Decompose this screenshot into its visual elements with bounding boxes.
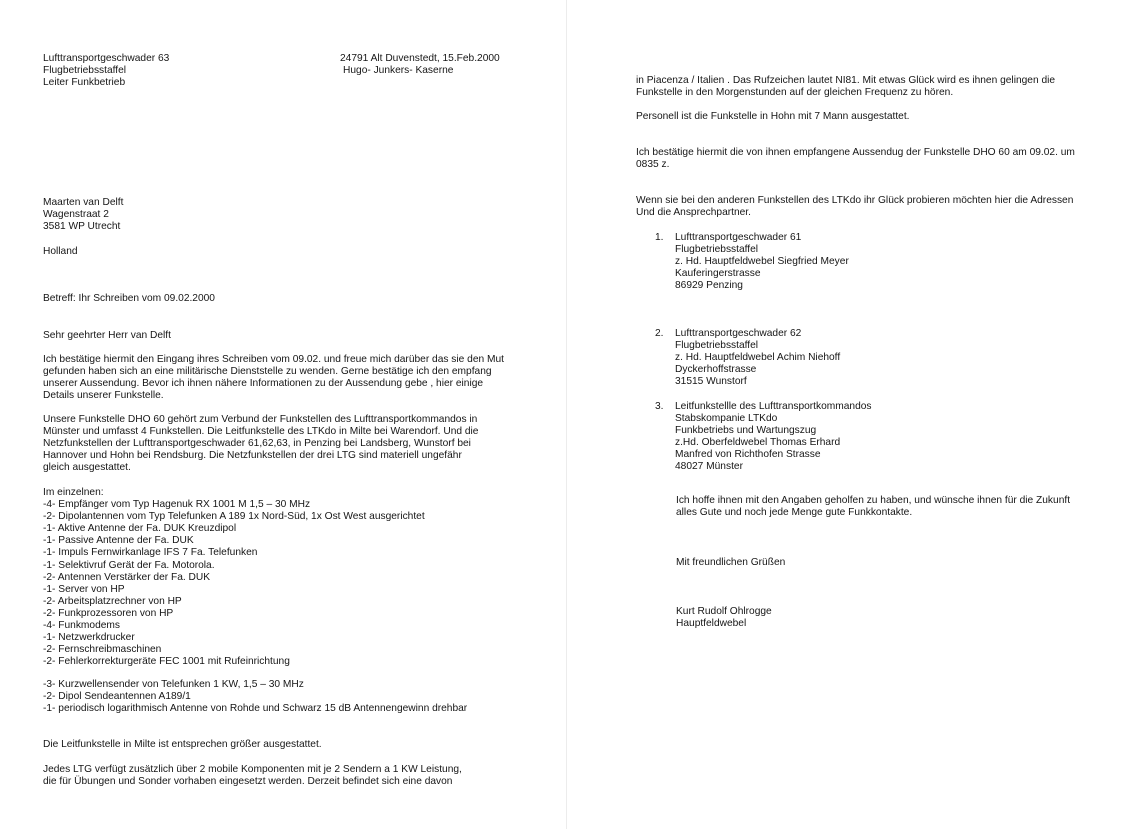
paragraph-milte: Die Leitfunkstelle in Milte ist entsprechen größer ausgestattet.: [43, 739, 322, 750]
text-line: Netzfunkstellen der Lufttransportgeschwader 61,62,63, in Penzing bei Landsberg, Wunstorf bei: [43, 438, 471, 450]
paragraph-station: [43, 414, 478, 474]
address-line: z. Hd. Hauptfeldwebel Achim Niehoff: [675, 352, 841, 364]
sender-line: Leiter Funkbetrieb: [43, 77, 126, 89]
place-date-line: 24791 Alt Duvenstedt, 15.Feb.2000: [340, 53, 500, 64]
text-line: Ich bestätige hiermit den Eingang ihres Schreiben vom 09.02. und freue mich darüber das sie den Mut: [43, 354, 504, 365]
address-line: Flugbetriebsstaffel: [675, 244, 759, 256]
text-line: Münster und umfasst 4 Funkstellen. Die Leitfunkstelle des LTKdo in Milte bei Warendorf. Und die: [43, 426, 479, 438]
list-item: -2- Fehlerkorrekturgeräte FEC 1001 mit Rufeinrichtung: [43, 656, 290, 668]
list-item: -1- Selektivruf Gerät der Fa. Motorola.: [43, 559, 215, 571]
address-line: 48027 Münster: [675, 461, 743, 473]
address-3: [655, 401, 872, 474]
list-item: -2- Arbeitsplatzrechner von HP: [43, 595, 182, 607]
address-line: Leitfunkstellle des Lufttransportkommandos: [675, 401, 872, 412]
address-line: Manfred von Richthofen Strasse: [675, 449, 821, 461]
signature-rank: Hauptfeldwebel: [676, 618, 747, 630]
list-item: -1- Netzwerkdrucker: [43, 632, 135, 644]
list-number: 3.: [655, 401, 664, 412]
list-item: -3- Kurzwellensender von Telefunken 1 KW, 1,5 – 30 MHz: [43, 679, 304, 690]
text-line: Funkstelle in den Morgenstunden auf der gleichen Frequenz zu hören.: [636, 87, 954, 99]
address-1: [655, 232, 849, 292]
closing-paragraph: [676, 495, 1070, 519]
list-item: -2- Funkprozessoren von HP: [43, 607, 174, 619]
recipient-line: Maarten van Delft: [43, 197, 124, 208]
list-item: -2- Dipol Sendeantennen A189/1: [43, 691, 191, 703]
text-line: gefunden haben sich an eine militärische Dienststelle zu wenden. Gerne bestätige ich den empfang: [43, 366, 492, 378]
address-line: Lufttransportgeschwader 61: [675, 232, 802, 243]
text-line: Hannover und Hohn bei Rendsburg. Die Netzfunkstellen der drei LTG sind materiell ungefähr: [43, 450, 462, 462]
list-item: -1- Impuls Fernwirkanlage IFS 7 Fa. Telefunken: [43, 547, 258, 559]
paragraph-personnel: Personell ist die Funkstelle in Hohn mit 7 Mann ausgestattet.: [636, 111, 910, 122]
text-line: alles Gute und noch jede Menge gute Funkkontakte.: [676, 507, 913, 519]
subject-line: Betreff: Ihr Schreiben vom 09.02.2000: [43, 293, 215, 304]
list-item: -4- Funkmodems: [43, 620, 120, 632]
sender-line: Lufttransportgeschwader 63: [43, 53, 170, 64]
list-item: -2- Fernschreibmaschinen: [43, 644, 162, 656]
address-line: Dyckerhoffstrasse: [675, 364, 757, 376]
transmitter-list: [43, 679, 467, 715]
address-line: 31515 Wunstorf: [675, 376, 747, 388]
recipient-country: Holland: [43, 246, 78, 257]
letter-page-2: [566, 0, 1131, 829]
sender-line: Flugbetriebsstaffel: [43, 65, 127, 77]
list-number: 1.: [655, 232, 664, 243]
list-number: 2.: [655, 328, 664, 339]
signature-block: [676, 606, 772, 630]
text-line: unserer Aussendung. Bevor ich ihnen nähere Informationen zu der Aussendung gebe , hier einige: [43, 378, 484, 390]
recipient-line: 3581 WP Utrecht: [43, 221, 121, 233]
list-item: -1- Server von HP: [43, 583, 125, 595]
text-line: Jedes LTG verfügt zusätzlich über 2 mobile Komponenten mit je 2 Sendern a 1 KW Leistung,: [43, 764, 462, 775]
text-line: Ich bestätige hiermit die von ihnen empfangene Aussendug der Funkstelle DHO 60 am 09.02. um: [636, 147, 1075, 158]
list-item: -2- Antennen Verstärker der Fa. DUK: [43, 571, 211, 583]
place-date-block: [340, 53, 500, 77]
list-item: -4- Empfänger vom Typ Hagenuk RX 1001 M 1,5 – 30 MHz: [43, 499, 311, 511]
list-item: -2- Dipolantennen vom Typ Telefunken A 189 1x Nord-Süd, 1x Ost West ausgerichtet: [43, 511, 425, 523]
address-line: Flugbetriebsstaffel: [675, 340, 759, 352]
text-line: Ich hoffe ihnen mit den Angaben geholfen zu haben, und wünsche ihnen für die Zukunft: [676, 495, 1071, 506]
paragraph-receipt: [43, 354, 504, 402]
paragraph-confirmation: [636, 147, 1075, 171]
address-2: [655, 328, 840, 388]
address-line: Lufttransportgeschwader 62: [675, 328, 802, 339]
recipient-block: [43, 197, 123, 233]
paragraph-callsign: [636, 75, 1055, 99]
list-item: -1- Aktive Antenne der Fa. DUK Kreuzdipol: [43, 523, 237, 535]
list-item: -1- Passive Antenne der Fa. DUK: [43, 535, 194, 547]
address-line: z.Hd. Oberfeldwebel Thomas Erhard: [675, 437, 841, 449]
salutation: Sehr geehrter Herr van Delft: [43, 330, 171, 341]
paragraph-addresses-intro: [636, 195, 1073, 219]
signature-name: Kurt Rudolf Ohlrogge: [676, 606, 772, 617]
text-line: gleich ausgestattet.: [43, 462, 131, 474]
equipment-list: [43, 487, 425, 668]
address-line: 86929 Penzing: [675, 280, 743, 292]
address-line: z. Hd. Hauptfeldwebel Siegfried Meyer: [675, 256, 849, 268]
text-line: in Piacenza / Italien . Das Rufzeichen lautet NI81. Mit etwas Glück wird es ihnen gelingen die: [636, 75, 1056, 86]
greeting: Mit freundlichen Grüßen: [676, 557, 786, 568]
address-line: Kauferingerstrasse: [675, 268, 761, 280]
place-date-line: Hugo- Junkers- Kaserne: [343, 65, 454, 77]
list-item: -1- periodisch logarithmisch Antenne von Rohde und Schwarz 15 dB Antennengewinn drehbar: [43, 703, 468, 715]
address-line: Stabskompanie LTKdo: [675, 413, 778, 425]
text-line: Wenn sie bei den anderen Funkstellen des LTKdo ihr Glück probieren möchten hier die Adressen: [636, 195, 1074, 206]
text-line: 0835 z.: [636, 159, 670, 171]
address-line: Funkbetriebs und Wartungszug: [675, 425, 817, 437]
text-line: Und die Ansprechpartner.: [636, 207, 751, 219]
text-line: die für Übungen und Sonder vorhaben eingesetzt werden. Derzeit befindet sich eine davon: [43, 776, 453, 788]
list-heading: Im einzelnen:: [43, 487, 104, 498]
text-line: Unsere Funkstelle DHO 60 gehört zum Verbund der Funkstellen des Lufttransportkommandos in: [43, 414, 478, 425]
paragraph-mobile: [43, 764, 462, 788]
sender-block: [43, 53, 169, 89]
text-line: Details unserer Funkstelle.: [43, 390, 164, 402]
recipient-line: Wagenstraat 2: [43, 209, 109, 221]
